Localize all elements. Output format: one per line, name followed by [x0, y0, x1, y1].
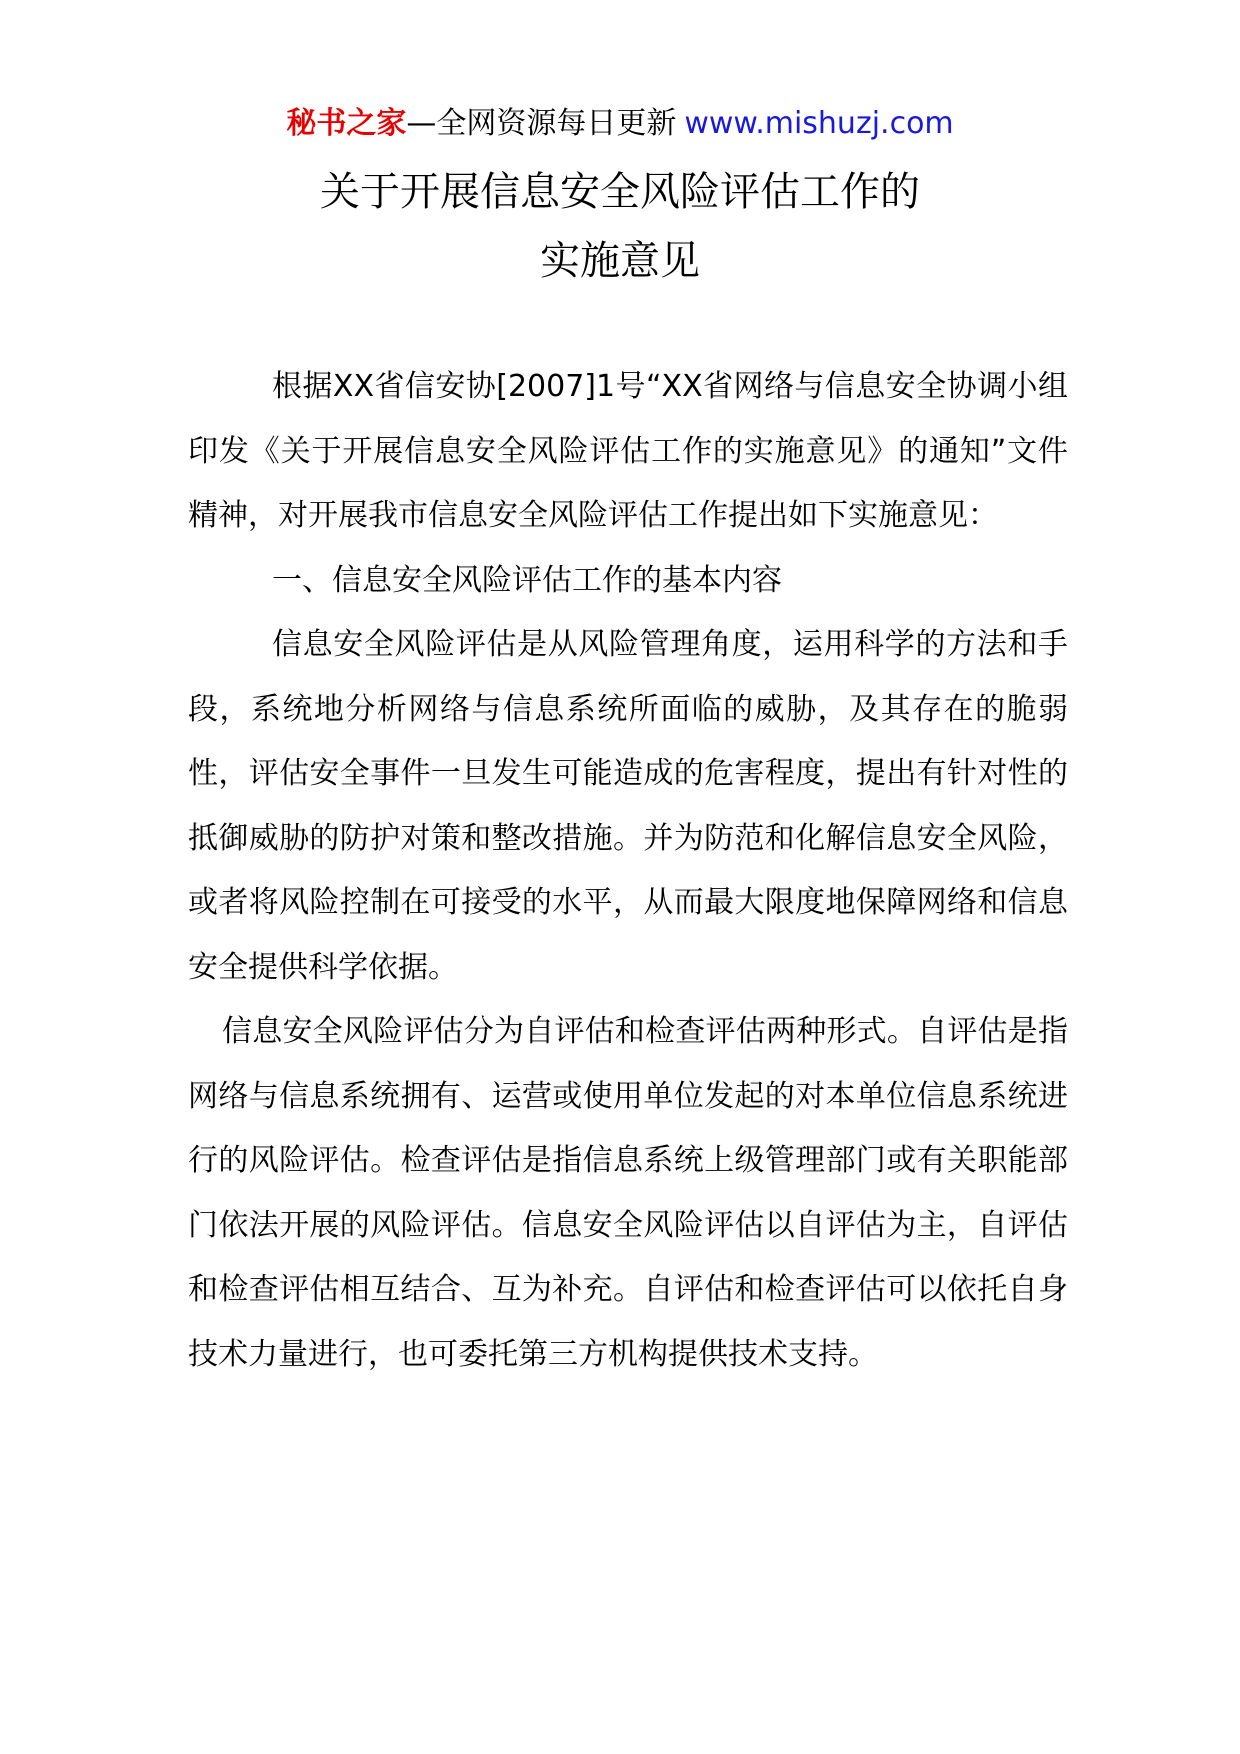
paragraph-forms: 信息安全风险评估分为自评估和检查评估两种形式。自评估是指网络与信息系统拥有、运营或使用单位发起的对本单位信息系统进行的风险评估。检查评估是指信息系统上级管理部门或有关职能部门依法开展的风险评估。信息安全风险评估以自评估为主，自评估和检查评估相互结合、互为补充。自评估和检查评估可以依托自身技术力量进行，也可委托第三方机构提供技术支持。 [188, 1014, 1068, 1372]
site-header [0, 104, 1240, 144]
paragraph-basis: 根据XX省信安协[2007]1号“XX省网络与信息安全协调小组印发《关于开展信息安全风险评估工作的实施意见》的通知”文件精神，对开展我市信息安全风险评估工作提出如下实施意见： [188, 369, 1068, 533]
section-heading-1: 一、信息安全风险评估工作的基本内容 [272, 562, 782, 598]
document-title-line-2: 实施意见 [540, 238, 700, 284]
site-brand: 秘书之家 [286, 106, 407, 141]
document-title-line-1: 关于开展信息安全风险评估工作的 [320, 169, 920, 215]
document-body [188, 355, 1068, 1387]
site-tagline: —全网资源每日更新 [406, 106, 677, 141]
paragraph-definition: 信息安全风险评估是从风险管理角度，运用科学的方法和手段，系统地分析网络与信息系统所面临的威胁，及其存在的脆弱性，评估安全事件一旦发生可能造成的危害程度，提出有针对性的抵御威胁的防护对策和整改措施。并为防范和化解信息安全风险，或者将风险控制在可接受的水平，从而最大限度地保障网络和信息安全提供科学依据。 [188, 627, 1068, 985]
site-url-link[interactable]: www.mishuzj.com [684, 106, 954, 141]
